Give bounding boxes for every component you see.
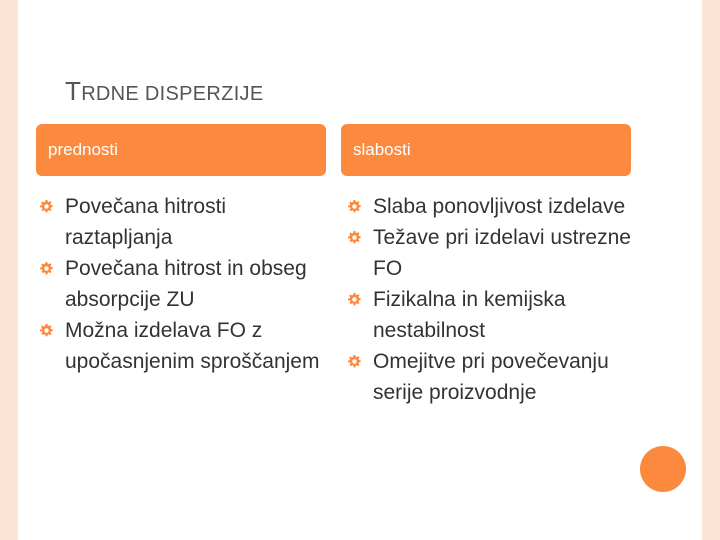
list-item: [40, 253, 330, 315]
list-item-text: Slaba ponovljivost izdelave: [373, 195, 626, 218]
list-item-text: Možna izdelava FO z upočasnjenim sproščanjem: [65, 319, 320, 373]
list-item: [348, 191, 638, 222]
list-item-text: Fizikalna in kemijska nestabilnost: [373, 288, 566, 342]
list-item: [348, 346, 638, 408]
gear-icon: [348, 200, 361, 213]
list-item-text: Povečana hitrost in obseg absorpcije ZU: [65, 257, 307, 311]
gear-icon: [348, 231, 361, 244]
prednosti-list: [40, 191, 330, 377]
column-header-prednosti: prednosti: [36, 124, 326, 176]
slide-title-initial: T: [65, 76, 82, 106]
column-header-slabosti: slabosti: [341, 124, 631, 176]
list-item: [348, 284, 638, 346]
list-item: [348, 222, 638, 284]
gear-icon: [348, 293, 361, 306]
gear-icon: [348, 355, 361, 368]
slide-title-rest: RDNE DISPERZIJE: [81, 83, 264, 105]
list-item: [40, 315, 330, 377]
decorative-circle: [640, 446, 686, 492]
slide-title: [65, 76, 264, 107]
slabosti-list: [348, 191, 638, 408]
gear-icon: [40, 262, 53, 275]
list-item-text: Omejitve pri povečevanju serije proizvodnje: [373, 350, 609, 404]
list-item-text: Težave pri izdelavi ustrezne FO: [373, 226, 631, 280]
gear-icon: [40, 324, 53, 337]
gear-icon: [40, 200, 53, 213]
list-item: [40, 191, 330, 253]
list-item-text: Povečana hitrosti raztapljanja: [65, 195, 227, 249]
